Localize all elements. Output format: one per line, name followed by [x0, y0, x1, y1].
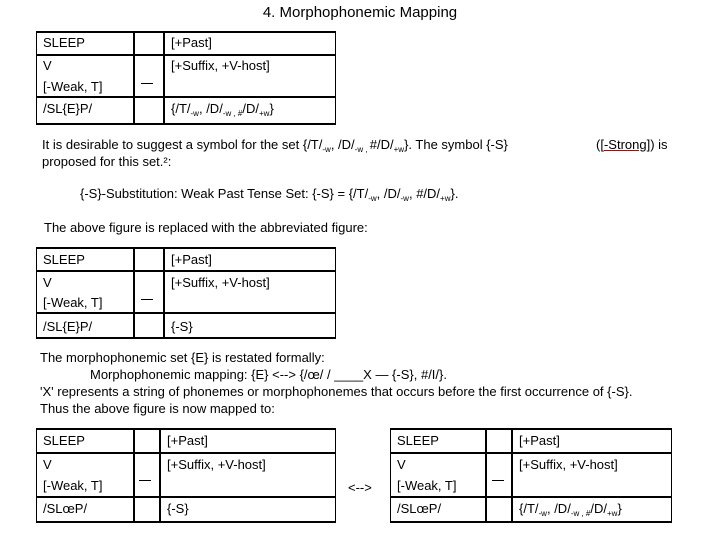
paragraph-1-strong: ([-Strong]) is — [596, 137, 668, 152]
paragraph-3-line-2: Morphophonemic mapping: {E} <--> {/œ/ / ____X — {-S}, #/I/}. — [90, 367, 447, 382]
dash-mark — [139, 480, 151, 481]
cell-past: [+Past] — [171, 35, 212, 50]
dash-mark — [141, 299, 153, 300]
cell-suffix: [+Suffix, +V-host] — [171, 275, 270, 290]
paragraph-3-line-4: Thus the above figure is now mapped to: — [40, 401, 275, 416]
cell-category: V — [43, 275, 52, 290]
mapping-table-2 — [36, 247, 336, 339]
cell-features: [-Weak, T] — [43, 79, 103, 94]
cell-features: [-Weak, T] — [43, 478, 103, 493]
mapping-table-3 — [36, 428, 336, 523]
paragraph-1-line-1: It is desirable to suggest a symbol for the set {$/T/_{-w}$, $/D/_{-w ,}$ $\#/D/_{+w}$}. The symbol {-S} — [42, 137, 508, 154]
mapping-table-1 — [36, 31, 336, 125]
paragraph-1-line-2: proposed for this set.²: — [42, 154, 172, 169]
cell-suffix: [+Suffix, +V-host] — [171, 58, 270, 73]
cell-past: [+Past] — [171, 252, 212, 267]
dash-mark — [141, 83, 153, 84]
cell-suffix: [+Suffix, +V-host] — [167, 457, 266, 472]
paragraph-3-line-3: 'X' represents a string of phonemes or morphophonemes that occurs before the first occurrence of {-S}. — [40, 384, 633, 399]
paragraph-2: The above figure is replaced with the abbreviated figure: — [44, 220, 368, 235]
cell-suffix: [+Suffix, +V-host] — [519, 457, 618, 472]
cell-category: V — [43, 58, 52, 73]
cell-past: [+Past] — [167, 433, 208, 448]
cell-category: V — [43, 457, 52, 472]
cell-word: SLEEP — [397, 433, 439, 448]
cell-suffix-symbol: {-S} — [171, 319, 193, 334]
cell-word: SLEEP — [43, 35, 85, 50]
mapping-table-4 — [390, 428, 672, 523]
dash-mark — [492, 480, 504, 481]
cell-allomorphs: {$/T/_{-w}$, $/D/_{-w , \#}/D/_{+w}$} — [519, 501, 622, 518]
cell-category: V — [397, 457, 406, 472]
cell-form: /SL{E}P/ — [43, 101, 93, 116]
page-title: 4. Morphophonemic Mapping — [262, 4, 458, 21]
cell-form: /SLœP/ — [43, 501, 88, 516]
cell-form: /SL{E}P/ — [43, 319, 93, 334]
cell-allomorphs: {$/T/_{-w}$, $/D/_{-w , \#}/D/_{+w}$} — [171, 101, 274, 118]
cell-word: SLEEP — [43, 252, 85, 267]
cell-form: /SLœP/ — [397, 501, 442, 516]
cell-features: [-Weak, T] — [397, 478, 457, 493]
cell-features: [-Weak, T] — [43, 295, 103, 310]
mapping-arrow: <--> — [348, 480, 372, 495]
cell-word: SLEEP — [43, 433, 85, 448]
paragraph-3-line-1: The morphophonemic set {E} is restated formally: — [40, 350, 325, 365]
cell-past: [+Past] — [519, 433, 560, 448]
cell-suffix-symbol: {-S} — [167, 501, 189, 516]
substitution-rule: {-S}-Substitution: Weak Past Tense Set: $\{-S\} = \{/T/_{-w}$, $/D/_{-w}$, $\#/D/_{+w}$}. — [80, 186, 459, 203]
